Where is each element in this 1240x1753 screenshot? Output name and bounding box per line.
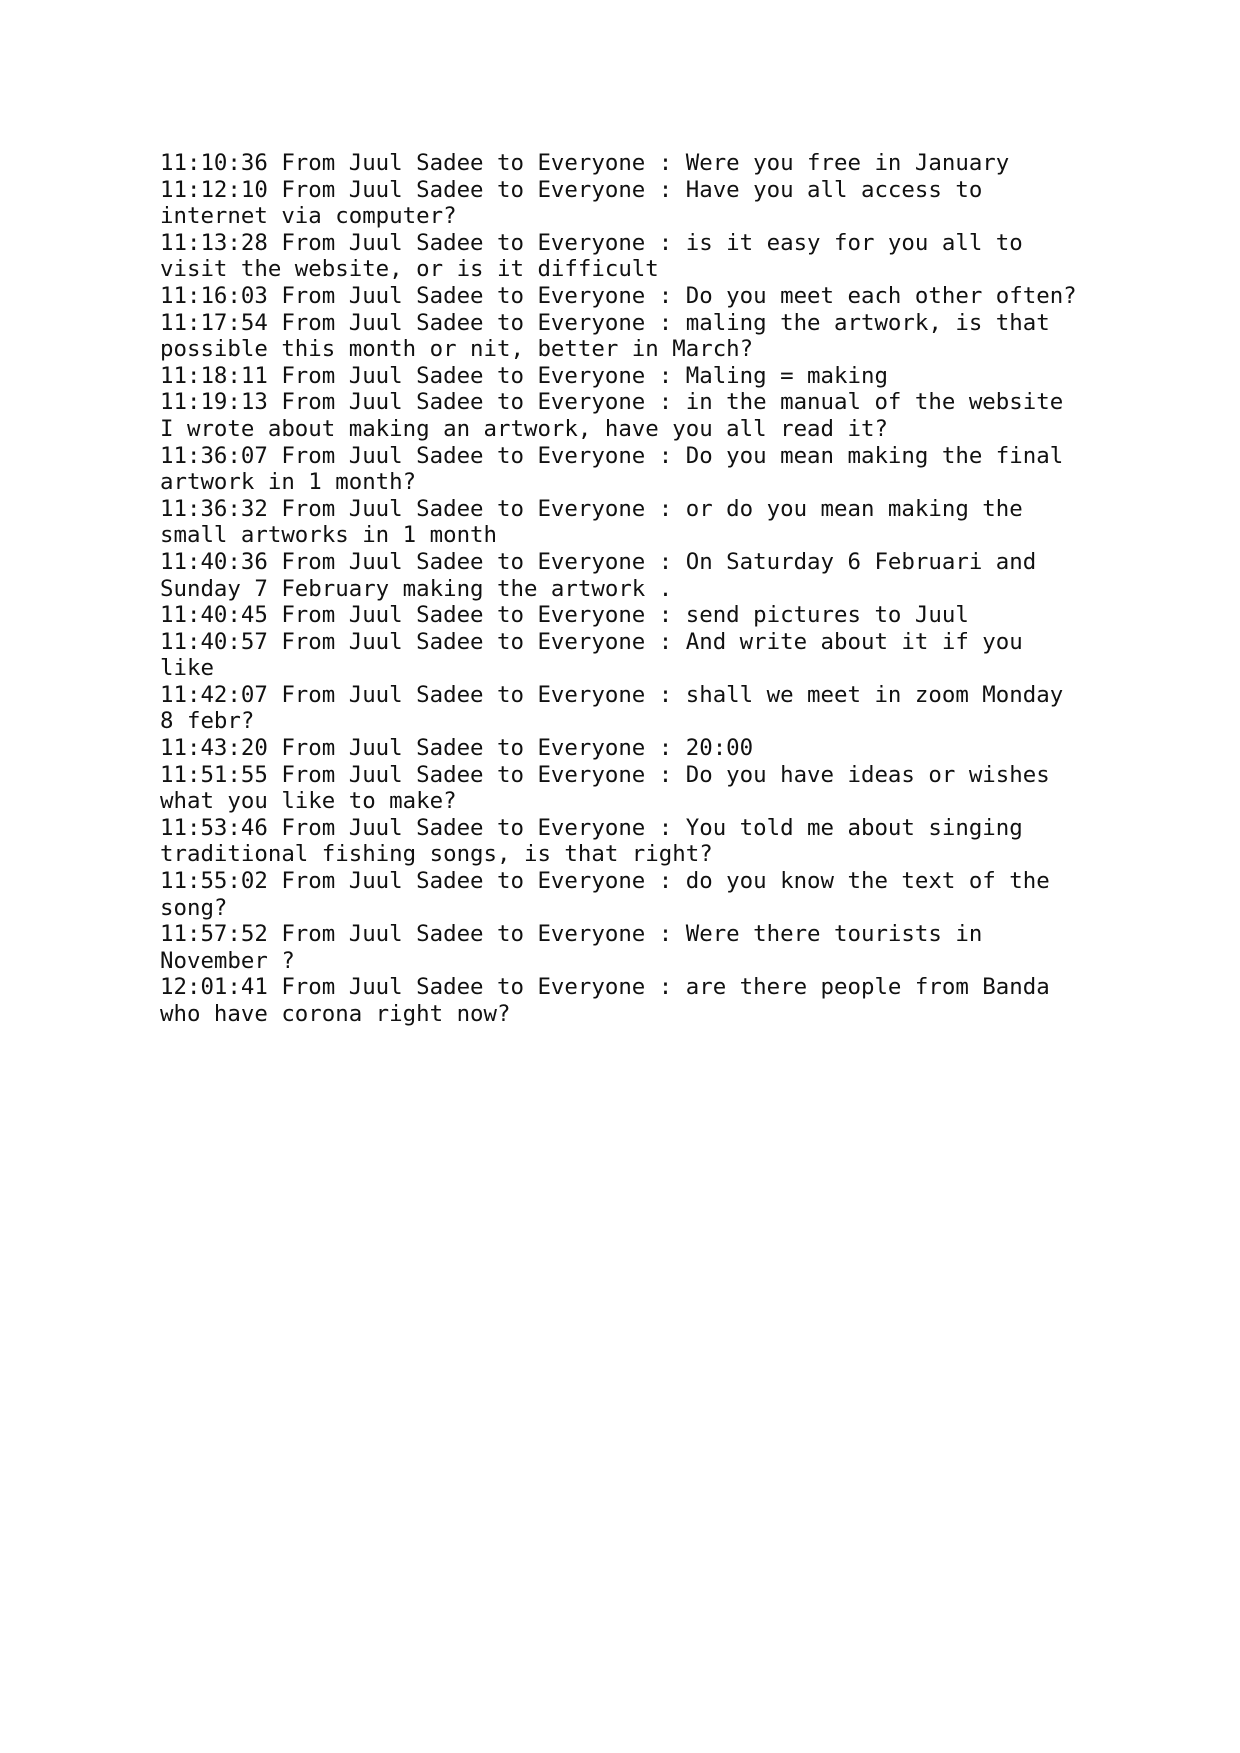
transcript-line: 11:51:55 From Juul Sadee to Everyone : Do you have ideas or wishes xyxy=(160,761,1050,788)
transcript-line: 11:43:20 From Juul Sadee to Everyone : 20:00 xyxy=(160,735,754,762)
transcript-line: small artworks in 1 month xyxy=(160,522,498,549)
transcript-line: song? xyxy=(160,894,228,921)
transcript-line: 11:53:46 From Juul Sadee to Everyone : You told me about singing xyxy=(160,814,1023,841)
transcript-line: internet via computer? xyxy=(160,203,457,230)
transcript-line: 11:57:52 From Juul Sadee to Everyone : Were there tourists in xyxy=(160,921,983,948)
transcript-line: 11:55:02 From Juul Sadee to Everyone : do you know the text of the xyxy=(160,868,1050,895)
transcript-line: Sunday 7 February making the artwork . xyxy=(160,575,673,602)
transcript-line: 8 febr? xyxy=(160,708,255,735)
transcript-line: I wrote about making an artwork, have you all read it? xyxy=(160,415,888,442)
transcript-line: possible this month or nit, better in March? xyxy=(160,336,754,363)
transcript-line: 11:40:36 From Juul Sadee to Everyone : On Saturday 6 Februari and xyxy=(160,548,1037,575)
transcript-line: who have corona right now? xyxy=(160,1001,511,1027)
transcript-line: 11:40:45 From Juul Sadee to Everyone : send pictures to Juul xyxy=(160,602,969,629)
transcript-line: 11:19:13 From Juul Sadee to Everyone : in the manual of the website xyxy=(160,389,1064,416)
transcript-line: November ? xyxy=(160,947,295,974)
transcript-line: 11:17:54 From Juul Sadee to Everyone : maling the artwork, is that xyxy=(160,309,1050,336)
transcript-line: 11:36:32 From Juul Sadee to Everyone : or do you mean making the xyxy=(160,495,1023,522)
chat-transcript xyxy=(160,150,1120,1028)
transcript-line: 11:18:11 From Juul Sadee to Everyone : Maling = making xyxy=(160,362,888,389)
transcript-line: 11:36:07 From Juul Sadee to Everyone : Do you mean making the final xyxy=(160,442,1064,469)
transcript-line: artwork in 1 month? xyxy=(160,469,417,496)
transcript-line: traditional fishing songs, is that right? xyxy=(160,841,713,868)
transcript-line: 11:42:07 From Juul Sadee to Everyone : shall we meet in zoom Monday xyxy=(160,681,1064,708)
transcript-line: visit the website, or is it difficult xyxy=(160,256,659,283)
transcript-line: what you like to make? xyxy=(160,788,457,815)
transcript-line: 11:40:57 From Juul Sadee to Everyone : And write about it if you xyxy=(160,628,1023,655)
transcript-line: 11:10:36 From Juul Sadee to Everyone : Were you free in January xyxy=(160,150,1010,176)
transcript-line: 11:13:28 From Juul Sadee to Everyone : is it easy for you all to xyxy=(160,229,1023,256)
transcript-line: 11:12:10 From Juul Sadee to Everyone : Have you all access to xyxy=(160,176,983,203)
transcript-line: like xyxy=(160,655,214,682)
transcript-line: 12:01:41 From Juul Sadee to Everyone : are there people from Banda xyxy=(160,974,1050,1001)
transcript-line: 11:16:03 From Juul Sadee to Everyone : Do you meet each other often? xyxy=(160,282,1077,309)
